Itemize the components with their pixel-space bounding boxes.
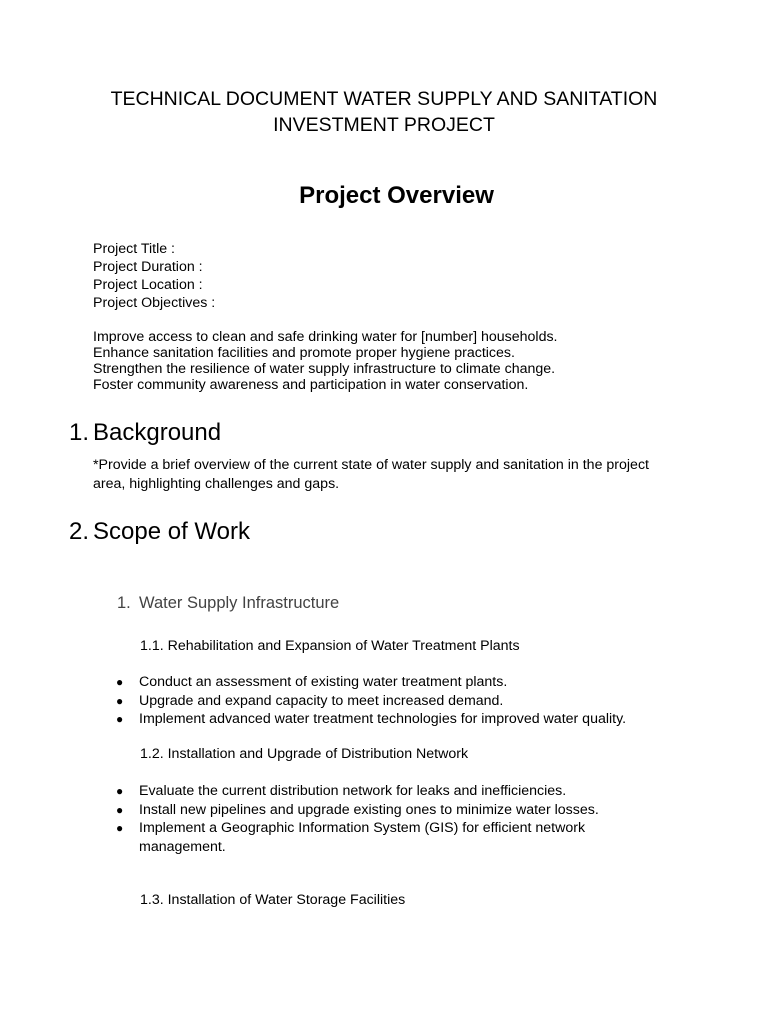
bullet-text: Install new pipelines and upgrade existing ones to minimize water losses. <box>139 801 599 818</box>
field-project-duration: Project Duration : <box>93 259 203 275</box>
subsubsection-heading-1-1: 1.1. Rehabilitation and Expansion of Water Treatment Plants <box>140 638 520 654</box>
bullet-text: Conduct an assessment of existing water treatment plants. <box>139 674 508 690</box>
subsubsection-heading-1-3: 1.3. Installation of Water Storage Facilities <box>140 892 406 908</box>
section-heading-scope-of-work <box>69 518 250 546</box>
objective-item: Foster community awareness and participation in water conservation. <box>93 377 529 393</box>
bullet-item <box>113 673 633 692</box>
bullet-icon: ● <box>116 821 124 835</box>
field-project-location: Project Location : <box>93 277 203 293</box>
subsection-number: 1. <box>117 594 131 612</box>
bullet-item <box>113 801 633 820</box>
project-fields <box>93 240 215 312</box>
bullet-icon: ● <box>116 693 124 708</box>
bullet-item <box>113 710 633 729</box>
field-project-title: Project Title : <box>93 241 176 257</box>
bullet-icon: ● <box>116 712 124 726</box>
section-heading-background <box>69 419 221 447</box>
bullet-list-1-2 <box>113 782 633 856</box>
section-number: 1. <box>69 419 90 446</box>
background-text: *Provide a brief overview of the current state of water supply and sanitation in the project area, highlighting challenges and gaps. <box>93 457 649 492</box>
objective-item: Improve access to clean and safe drinking water for [number] households. <box>93 329 558 345</box>
document-title <box>60 86 708 138</box>
bullet-icon: ● <box>116 675 124 689</box>
objective-item: Strengthen the resilience of water supply infrastructure to climate change. <box>93 361 556 377</box>
bullet-item <box>113 782 633 801</box>
field-project-objectives: Project Objectives : <box>93 295 216 311</box>
overview-heading: Project Overview <box>299 182 494 209</box>
document-title-line1: TECHNICAL DOCUMENT WATER SUPPLY AND SANITATION <box>110 88 658 110</box>
bullet-icon: ● <box>116 802 124 817</box>
section-title: Background <box>93 419 222 446</box>
bullet-icon: ● <box>116 784 124 798</box>
section-title: Scope of Work <box>93 518 250 545</box>
subsection-title: Water Supply Infrastructure <box>139 594 340 612</box>
bullet-item <box>113 692 633 711</box>
objectives-list <box>93 329 558 393</box>
bullet-text: Implement a Geographic Information System (GIS) for efficient network management. <box>139 820 586 855</box>
bullet-item <box>113 819 633 856</box>
objective-item: Enhance sanitation facilities and promote proper hygiene practices. <box>93 345 515 361</box>
document-title-line2: INVESTMENT PROJECT <box>273 114 495 136</box>
bullet-text: Implement advanced water treatment technologies for improved water quality. <box>139 711 627 727</box>
subsection-heading-water-supply <box>117 594 339 613</box>
bullet-list-1-1 <box>113 673 633 729</box>
subsubsection-heading-1-2: 1.2. Installation and Upgrade of Distribution Network <box>140 746 469 762</box>
bullet-text: Evaluate the current distribution network for leaks and inefficiencies. <box>139 783 567 799</box>
bullet-text: Upgrade and expand capacity to meet increased demand. <box>139 692 504 709</box>
section-number: 2. <box>69 518 90 545</box>
